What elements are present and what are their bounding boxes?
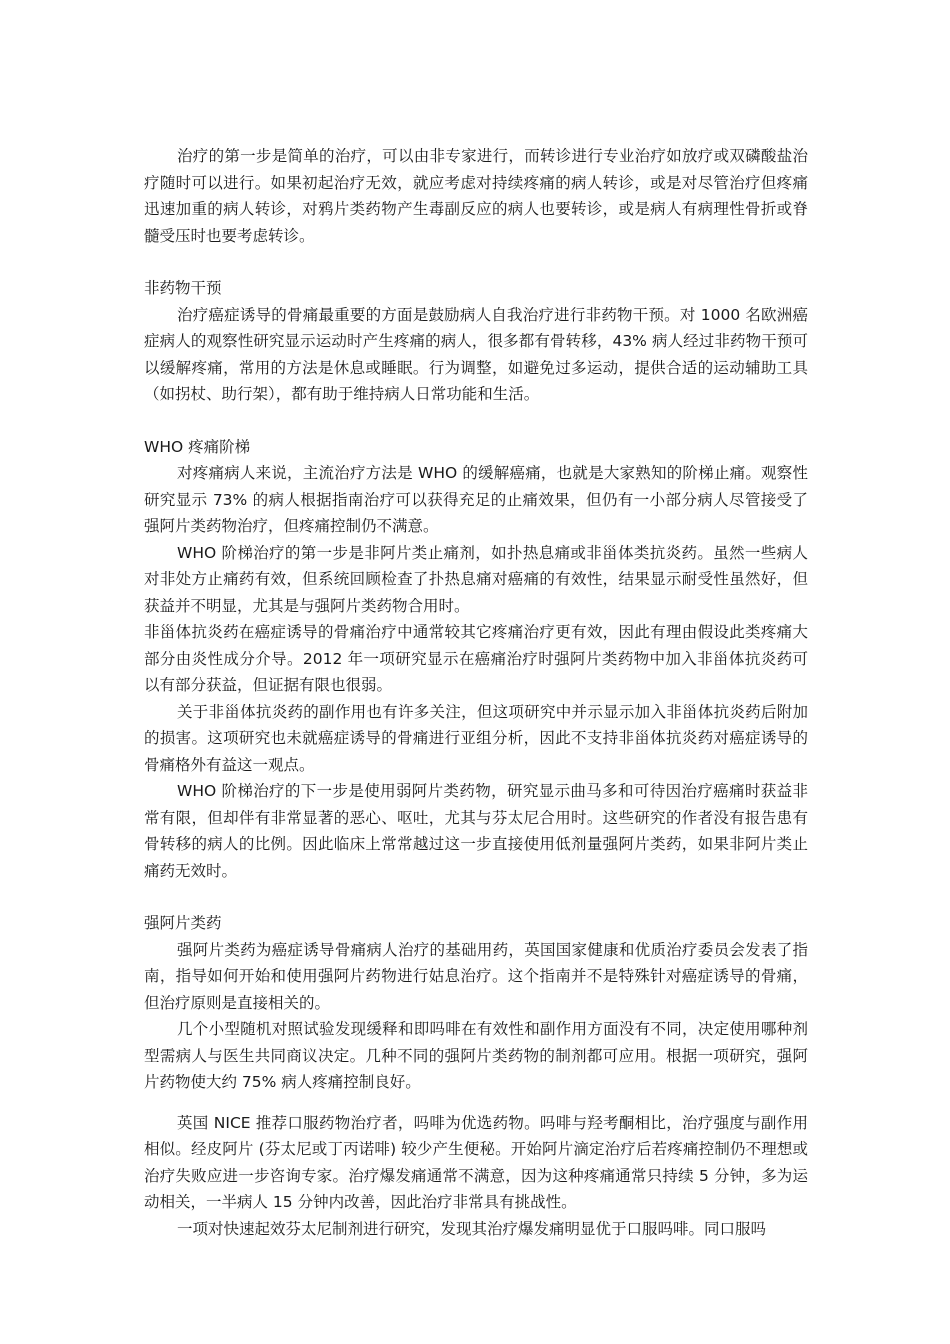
who-paragraph-1: 对疼痛病人来说，主流治疗方法是 WHO 的缓解癌痛，也就是大家熟知的阶梯止痛。观察性研究显示 73% 的病人根据指南治疗可以获得充足的止痛效果，但仍有一小部分病人尽管接受了强阿片类药物治疗，但疼痛控制仍不满意。 <box>144 464 808 535</box>
who-paragraph-3: 非甾体抗炎药在癌症诱导的骨痛治疗中通常较其它疼痛治疗更有效，因此有理由假设此类疼痛大部分由炎性成分介导。2012 年一项研究显示在癌痛治疗时强阿片类药物中加入非甾体抗炎药可以有部分获益，但证据有限也很弱。 <box>144 623 808 694</box>
opioids-paragraph-4: 一项对快速起效芬太尼制剂进行研究，发现其治疗爆发痛明显优于口服吗啡。同口服吗 <box>177 1219 767 1238</box>
opioids-paragraph-3: 英国 NICE 推荐口服药物治疗者，吗啡为优选药物。吗啡与羟考酮相比，治疗强度与副作用相似。经皮阿片 (芬太尼或丁丙诺啡) 较少产生便秘。开始阿片滴定治疗后若疼痛控制仍不理想或治疗失败应进一步咨询专家。治疗爆发痛通常不满意，因为这种疼痛通常只持续 5 分钟，多为运动相关，一半病人 15 分钟内改善，因此治疗非常具有挑战性。 <box>144 1113 808 1211</box>
opioids-paragraph-1: 强阿片类药为癌症诱导骨痛病人治疗的基础用药，英国国家健康和优质治疗委员会发表了指南，指导如何开始和使用强阿片药物进行姑息治疗。这个指南并不是特殊针对癌症诱导的骨痛，但治疗原则是直接相关的。 <box>144 940 808 1012</box>
spacer <box>144 408 808 434</box>
document-body <box>144 143 808 1242</box>
section-heading-strong-opioids: 强阿片类药 <box>144 914 222 932</box>
who-paragraph-4: 关于非甾体抗炎药的副作用也有许多关注，但这项研究中并示显示加入非甾体抗炎药后附加的损害。这项研究也未就癌症诱导的骨痛进行亚组分析，因此不支持非甾体抗炎药对癌症诱导的骨痛格外有益这一观点。 <box>144 702 808 774</box>
who-paragraph-5: WHO 阶梯治疗的下一步是使用弱阿片类药物，研究显示曲马多和可待因治疗癌痛时获益非常有限，但却伴有非常显著的恶心、呕吐，尤其与芬太尼合用时。这些研究的作者没有报告患有骨转移的病人的比例。因此临床上常常越过这一步直接使用低剂量强阿片类药，如果非阿片类止痛药无效时。 <box>144 782 808 880</box>
non-drug-paragraph: 治疗癌症诱导的骨痛最重要的方面是鼓励病人自我治疗进行非药物干预。对 1000 名欧洲癌症病人的观察性研究显示运动时产生疼痛的病人，很多都有骨转移，43% 病人经过非药物干预可以缓解疼痛，常用的方法是休息或睡眠。行为调整，如避免过多运动，提供合适的运动辅助工具（如拐杖、助行架），都有助于维持病人日常功能和生活。 <box>144 305 808 403</box>
section-heading-who-ladder: WHO 疼痛阶梯 <box>144 437 251 456</box>
spacer <box>144 1096 808 1110</box>
who-paragraph-2: WHO 阶梯治疗的第一步是非阿片类止痛剂，如扑热息痛或非甾体类抗炎药。虽然一些病人对非处方止痛药有效，但系统回顾检查了扑热息痛对癌痛的有效性，结果显示耐受性虽然好，但获益并不明显，尤其是与强阿片类药物合用时。 <box>144 543 808 615</box>
spacer <box>144 884 808 910</box>
intro-paragraph: 治疗的第一步是简单的治疗，可以由非专家进行，而转诊进行专业治疗如放疗或双磷酸盐治疗随时可以进行。如果初起治疗无效，就应考虑对持续疼痛的病人转诊，或是对尽管治疗但疼痛迅速加重的病人转诊，对鸦片类药物产生毒副反应的病人也要转诊，或是病人有病理性骨折或脊髓受压时也要考虑转诊。 <box>144 147 808 245</box>
section-heading-non-drug: 非药物干预 <box>144 279 222 297</box>
opioids-paragraph-2: 几个小型随机对照试验发现缓释和即吗啡在有效性和副作用方面没有不同，决定使用哪种剂型需病人与医生共同商议决定。几种不同的强阿片类药物的制剂都可应用。根据一项研究，强阿片药物使大约 75% 病人疼痛控制良好。 <box>144 1020 808 1091</box>
spacer <box>144 249 808 275</box>
